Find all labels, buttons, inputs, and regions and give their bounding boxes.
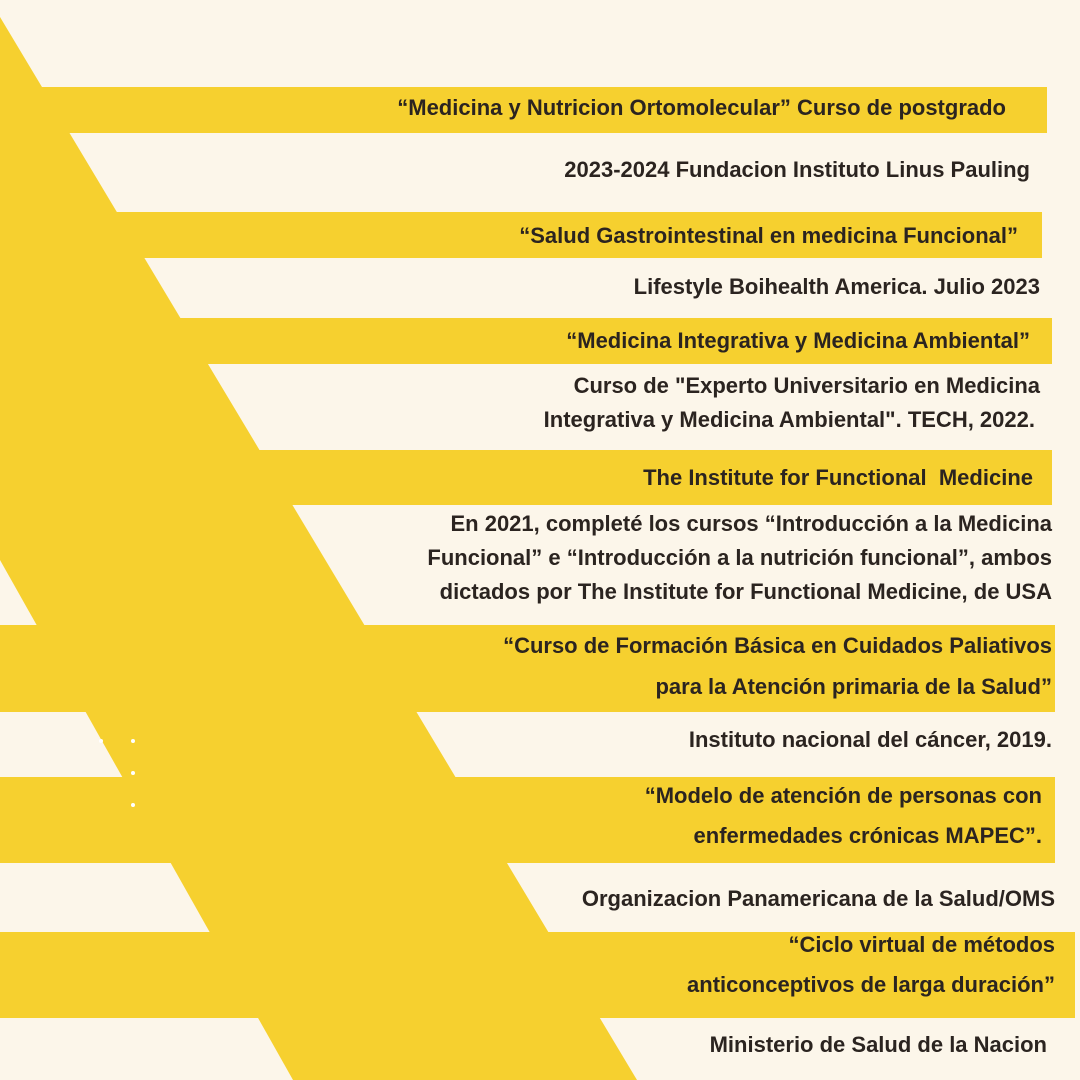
entry-7-title-line-2: anticonceptivos de larga duración” [687,972,1055,997]
entry-3-title: “Medicina Integrativa y Medicina Ambiental” [566,328,1030,353]
entry-4-detail-line-1: En 2021, completé los cursos “Introducción a la Medicina [450,511,1052,536]
entry-2-detail: Lifestyle Boihealth America. Julio 2023 [633,274,1040,299]
entry-1-title: “Medicina y Nutricion Ortomolecular” Curso de postgrado [397,95,1006,120]
entry-3-detail-line-2: Integrativa y Medicina Ambiental". TECH, 2022. [543,407,1035,432]
entry-4-detail-line-2: Funcional” e “Introducción a la nutrición funcional”, ambos [427,545,1052,570]
entry-5-detail: Instituto nacional del cáncer, 2019. [688,727,1052,752]
entry-5-title-line-2: para la Atención primaria de la Salud” [655,674,1052,699]
entry-3-detail-line-1: Curso de "Experto Universitario en Medicina [573,373,1040,398]
entry-6-detail: Organizacion Panamericana de la Salud/OMS [581,886,1055,911]
entry-6-title-line-1: “Modelo de atención de personas con [644,783,1042,808]
entry-4-title: The Institute for Functional Medicine [643,465,1033,490]
entry-2-title: “Salud Gastrointestinal en medicina Funcional” [519,223,1018,248]
entry-5-title-line-1: “Curso de Formación Básica en Cuidados Paliativos [503,633,1052,658]
entry-4-detail-line-3: dictados por The Institute for Functional Medicine, de USA [439,579,1052,604]
entry-6-title-line-2: enfermedades crónicas MAPEC”. [693,823,1042,848]
entry-7-detail: Ministerio de Salud de la Nacion [709,1032,1047,1057]
entry-7-title-line-1: “Ciclo virtual de métodos [788,932,1055,957]
entry-1-detail: 2023-2024 Fundacion Instituto Linus Pauling [564,157,1030,182]
